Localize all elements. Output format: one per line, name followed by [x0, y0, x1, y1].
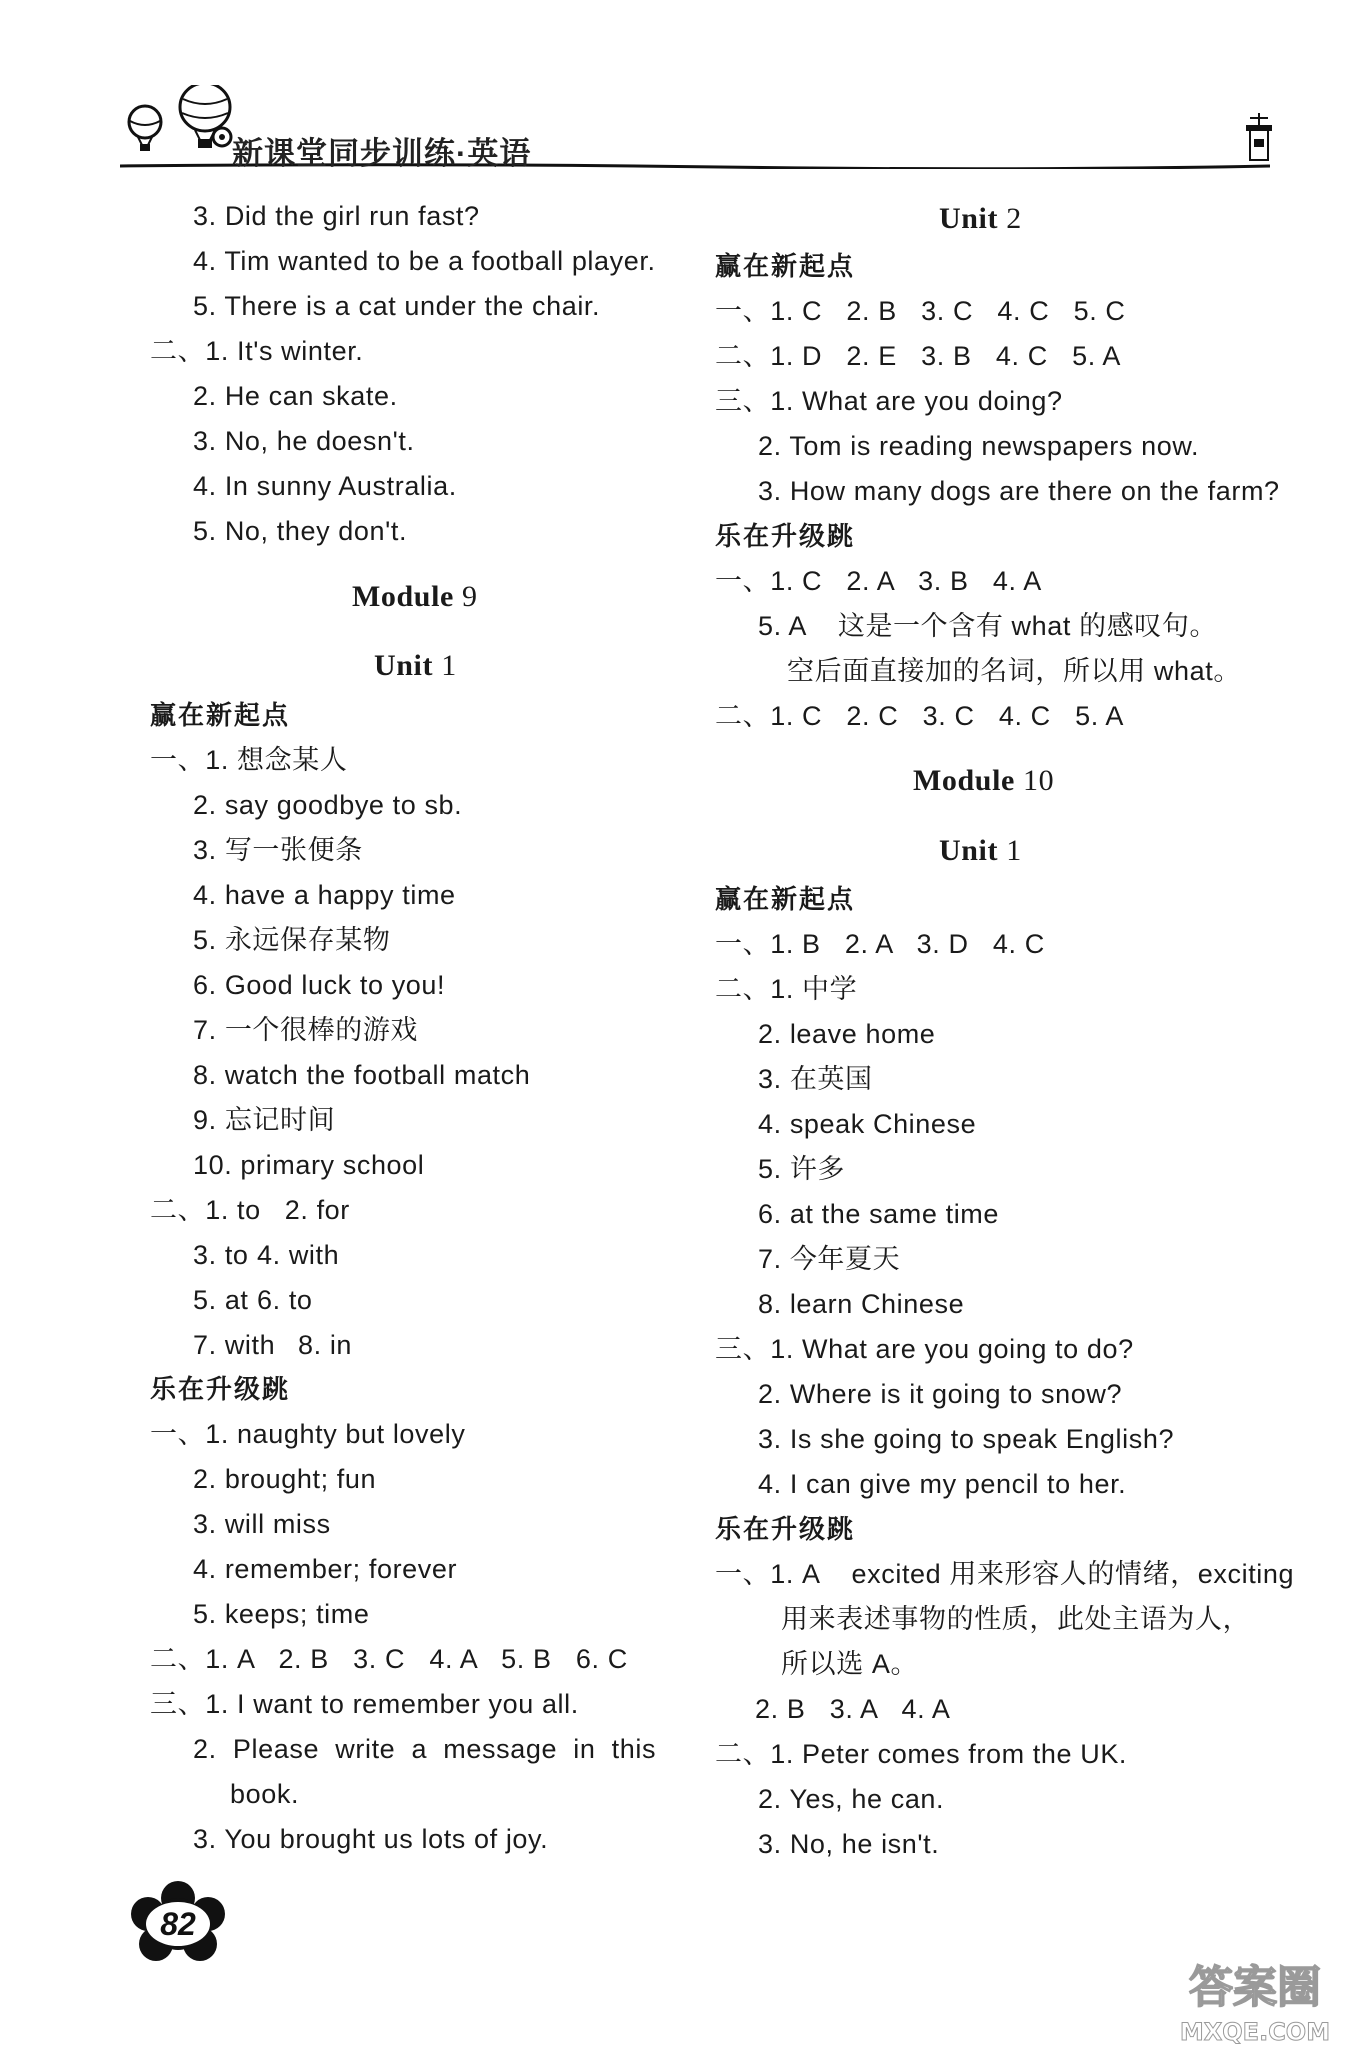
answer-line: 2. leave home	[758, 1019, 936, 1049]
answer-line: 3. 写一张便条	[193, 835, 363, 865]
section-title: 赢在新起点	[150, 700, 291, 730]
answer-line: 二、1. to 2. for	[150, 1195, 350, 1225]
tower-icon	[1246, 113, 1272, 160]
unit-heading: Unit 1	[939, 834, 1022, 867]
answer-line: 7. 今年夏天	[758, 1244, 901, 1274]
answer-line: 5. 许多	[758, 1154, 846, 1184]
answer-line: 3. You brought us lots of joy.	[193, 1824, 549, 1854]
answer-line: 8. learn Chinese	[758, 1289, 965, 1319]
answer-line: 9. 忘记时间	[193, 1105, 336, 1135]
answer-line: 7. with 8. in	[193, 1330, 353, 1360]
answer-line: 10. primary school	[193, 1150, 425, 1180]
answer-line: 6. at the same time	[758, 1199, 1000, 1229]
answer-line: 一、1. C 2. A 3. B 4. A	[715, 566, 1042, 596]
answer-line: 4. I can give my pencil to her.	[758, 1469, 1127, 1499]
answer-line: 二、1. It's winter.	[150, 336, 364, 366]
answer-line: 2. Yes, he can.	[758, 1784, 945, 1814]
answer-line: 5. at 6. to	[193, 1285, 313, 1315]
svg-text:MXQE.COM: MXQE.COM	[1179, 2018, 1331, 2046]
answer-line: 二、1. C 2. C 3. C 4. C 5. A	[715, 701, 1125, 731]
module-heading: Module 10	[913, 764, 1055, 797]
section-title: 赢在新起点	[715, 251, 856, 281]
unit-heading: Unit 1	[374, 649, 457, 682]
answer-line: 2. Tom is reading newspapers now.	[758, 431, 1200, 461]
section-title: 乐在升级跳	[715, 1514, 856, 1544]
answer-line: 一、1. C 2. B 3. C 4. C 5. C	[715, 296, 1126, 326]
answer-line: 4. In sunny Australia.	[193, 471, 457, 501]
unit-heading: Unit 2	[939, 202, 1022, 235]
answer-line: 4. speak Chinese	[758, 1109, 977, 1139]
answer-line: 2. Where is it going to snow?	[758, 1379, 1123, 1409]
svg-text:答案圈: 答案圈	[1189, 1962, 1321, 2013]
circle-mark-icon	[213, 128, 231, 146]
answer-line: 4. remember; forever	[193, 1554, 458, 1584]
answer-line: 5. keeps; time	[193, 1599, 370, 1629]
section-title: 赢在新起点	[715, 884, 856, 914]
answer-line: 一、1. naughty but lovely	[150, 1419, 466, 1449]
answer-line: 5. 永远保存某物	[193, 925, 391, 955]
answer-line: 7. 一个很棒的游戏	[193, 1015, 419, 1045]
watermark	[1160, 1950, 1350, 2050]
answer-line: 二、1. D 2. E 3. B 4. C 5. A	[715, 341, 1122, 371]
page-number: 82	[160, 1906, 196, 1942]
answer-line: 5. A 这是一个含有 what 的感叹句。	[758, 611, 1218, 641]
answer-line: 3. 在英国	[758, 1064, 873, 1094]
section-title: 乐在升级跳	[150, 1374, 291, 1404]
answer-line: 二、1. A 2. B 3. C 4. A 5. B 6. C	[150, 1644, 628, 1674]
answer-line: 3. No, he isn't.	[758, 1829, 940, 1859]
answer-line: 3. Did the girl run fast?	[193, 201, 480, 231]
answer-line: 5. There is a cat under the chair.	[193, 291, 601, 321]
answer-line: 一、1. B 2. A 3. D 4. C	[715, 929, 1045, 959]
answer-line: 三、1. I want to remember you all.	[150, 1689, 579, 1719]
answer-line: 2. He can skate.	[193, 381, 398, 411]
answer-line: 2. say goodbye to sb.	[193, 790, 463, 820]
answer-line: 二、1. 中学	[715, 974, 858, 1004]
section-title: 乐在升级跳	[715, 521, 856, 551]
answer-line: 5. No, they don't.	[193, 516, 408, 546]
series-title: 新课堂同步训练·英语	[232, 136, 532, 171]
answer-line: 一、1. A excited 用来形容人的情绪，exciting	[715, 1559, 1295, 1589]
answer-line: 2. Please write a message in this	[193, 1734, 657, 1764]
module-heading: Module 9	[352, 580, 478, 613]
answer-line: 2. B 3. A 4. A	[755, 1694, 951, 1724]
answer-line: 4. have a happy time	[193, 880, 456, 910]
answer-line: 3. Is she going to speak English?	[758, 1424, 1175, 1454]
page-number-badge	[128, 1880, 228, 1965]
answer-line: 三、1. What are you doing?	[715, 386, 1063, 416]
answer-line: 二、1. Peter comes from the UK.	[715, 1739, 1128, 1769]
answer-line: 8. watch the football match	[193, 1060, 531, 1090]
answer-line: 2. brought; fun	[193, 1464, 377, 1494]
answer-line: 用来表述事物的性质，此处主语为人，	[781, 1604, 1251, 1634]
answer-line: 一、1. 想念某人	[150, 745, 348, 775]
answer-line: 4. Tim wanted to be a football player.	[193, 246, 656, 276]
answer-line: 3. to 4. with	[193, 1240, 340, 1270]
answer-line: 6. Good luck to you!	[193, 970, 446, 1000]
answer-line: 空后面直接加的名词，所以用 what。	[787, 656, 1241, 686]
answer-line: 3. No, he doesn't.	[193, 426, 415, 456]
answer-line: book.	[230, 1779, 300, 1809]
answer-line: 三、1. What are you going to do?	[715, 1334, 1134, 1364]
answer-line: 所以选 A。	[781, 1649, 919, 1679]
answer-line: 3. will miss	[193, 1509, 331, 1539]
answer-line: 3. How many dogs are there on the farm?	[758, 476, 1280, 506]
